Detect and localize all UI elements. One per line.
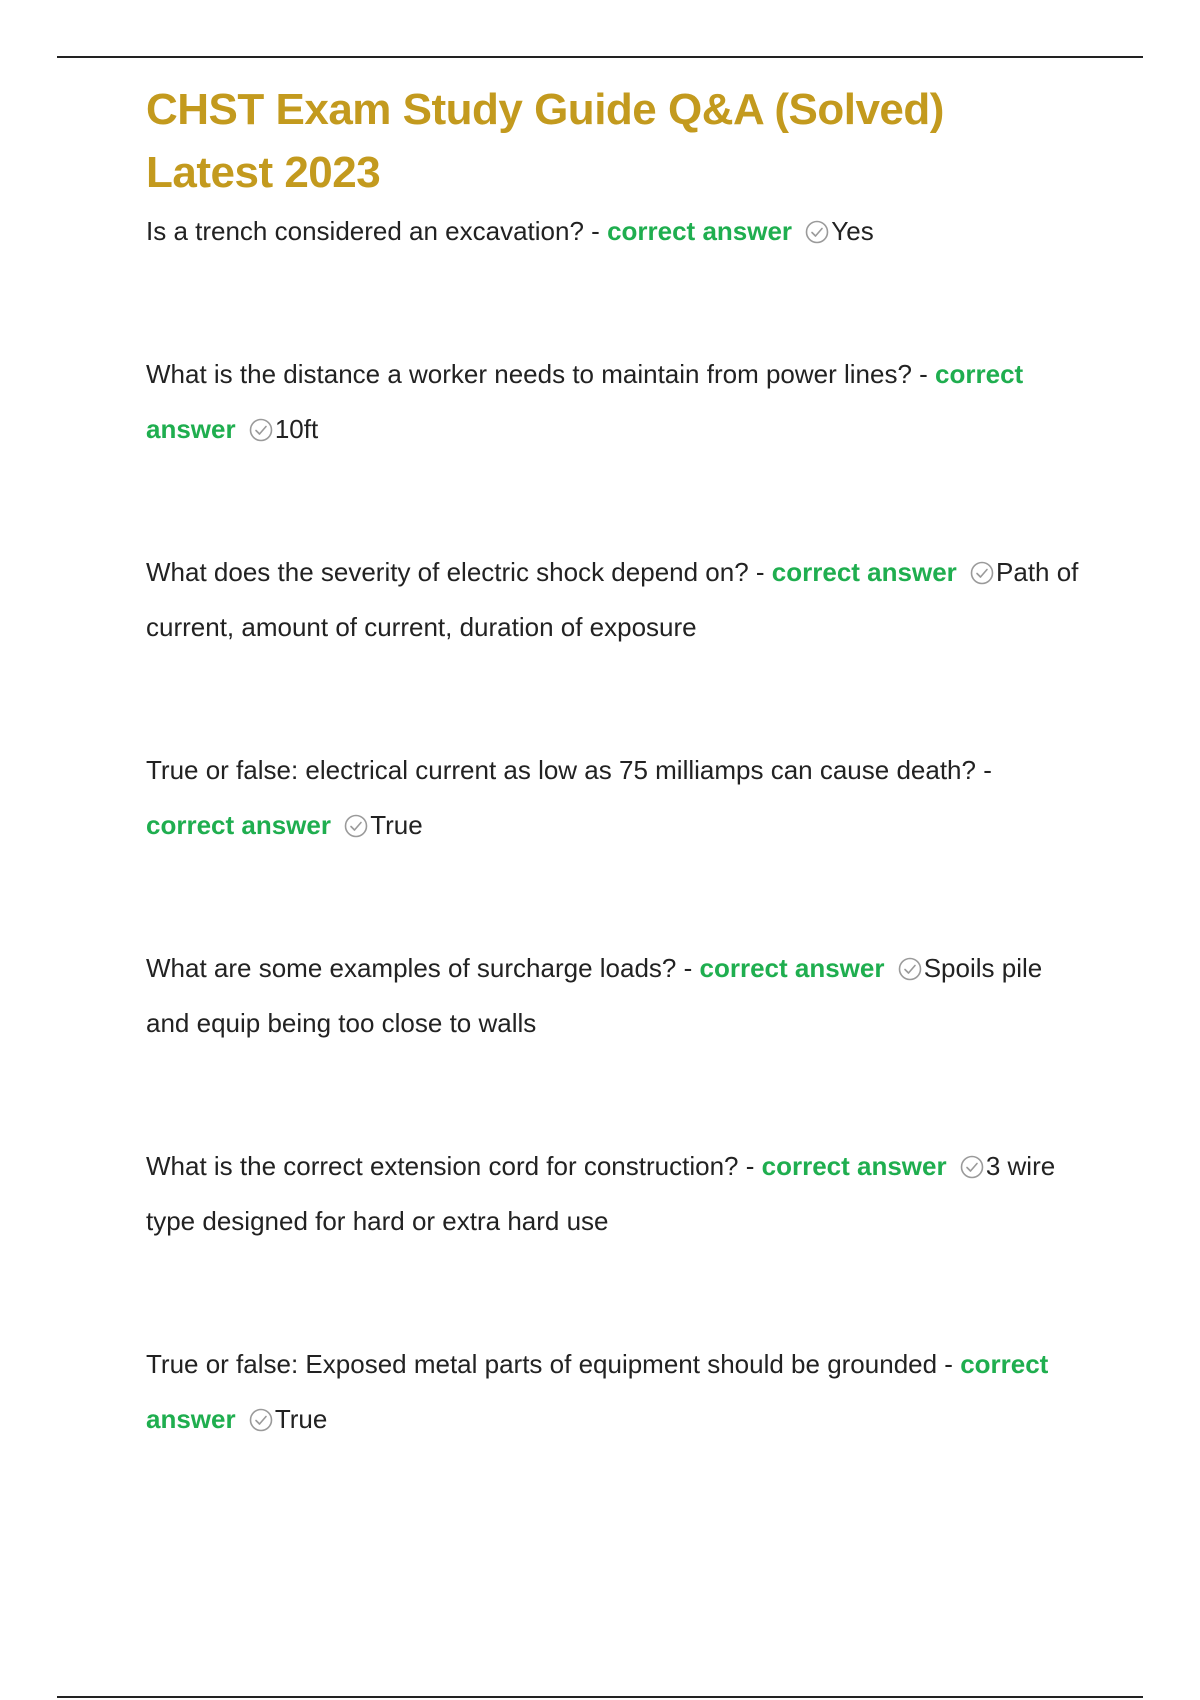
top-rule [57,56,1143,58]
answer-text: 10ft [274,414,319,444]
correct-answer-label: correct answer [146,810,331,840]
check-circle-icon [344,814,368,838]
answer-text: Spoils pile and equip being too close to walls [146,953,1043,1038]
check-circle-icon [249,418,273,442]
check-circle-icon [960,1155,984,1179]
title-line-1: CHST Exam Study Guide Q&A (Solved) [146,85,944,134]
document-title [146,78,1086,204]
correct-answer-label: correct answer [699,953,885,983]
check-circle-icon [805,220,829,244]
answer-text: Path of current, amount of current, duration of exposure [146,557,1079,642]
bottom-rule [57,1696,1143,1698]
answer-text: True [370,810,423,840]
question-text: What are some examples of surcharge loads? - [146,953,693,983]
answer-text: 3 wire type designed for hard or extra hard use [146,1151,1056,1236]
title-line-2: Latest 2023 [146,148,381,197]
qa-item [146,347,1086,457]
qa-item [146,204,1086,259]
correct-answer-label: correct answer [607,216,793,246]
question-text: True or false: Exposed metal parts of equipment should be grounded - [146,1349,953,1379]
qa-item [146,1337,1086,1447]
qa-item [146,1139,1086,1249]
qa-item [146,743,1086,853]
question-text: True or false: electrical current as low as 75 milliamps can cause death? - [146,755,992,785]
correct-answer-label: correct answer [761,1151,947,1181]
correct-answer-label: correct answer [771,557,957,587]
answer-text: Yes [831,216,874,246]
check-circle-icon [898,957,922,981]
document-body [146,78,1086,1447]
qa-item [146,545,1086,655]
correct-answer-label: correct answer [146,359,1024,444]
question-text: What is the correct extension cord for construction? - [146,1151,755,1181]
correct-answer-label: correct answer [146,1349,1049,1434]
check-circle-icon [970,561,994,585]
answer-text: True [274,1404,328,1434]
qa-item [146,941,1086,1051]
question-text: What does the severity of electric shock depend on? - [146,557,765,587]
check-circle-icon [249,1408,273,1432]
question-text: What is the distance a worker needs to maintain from power lines? - [146,359,928,389]
question-text: Is a trench considered an excavation? - [146,216,600,246]
